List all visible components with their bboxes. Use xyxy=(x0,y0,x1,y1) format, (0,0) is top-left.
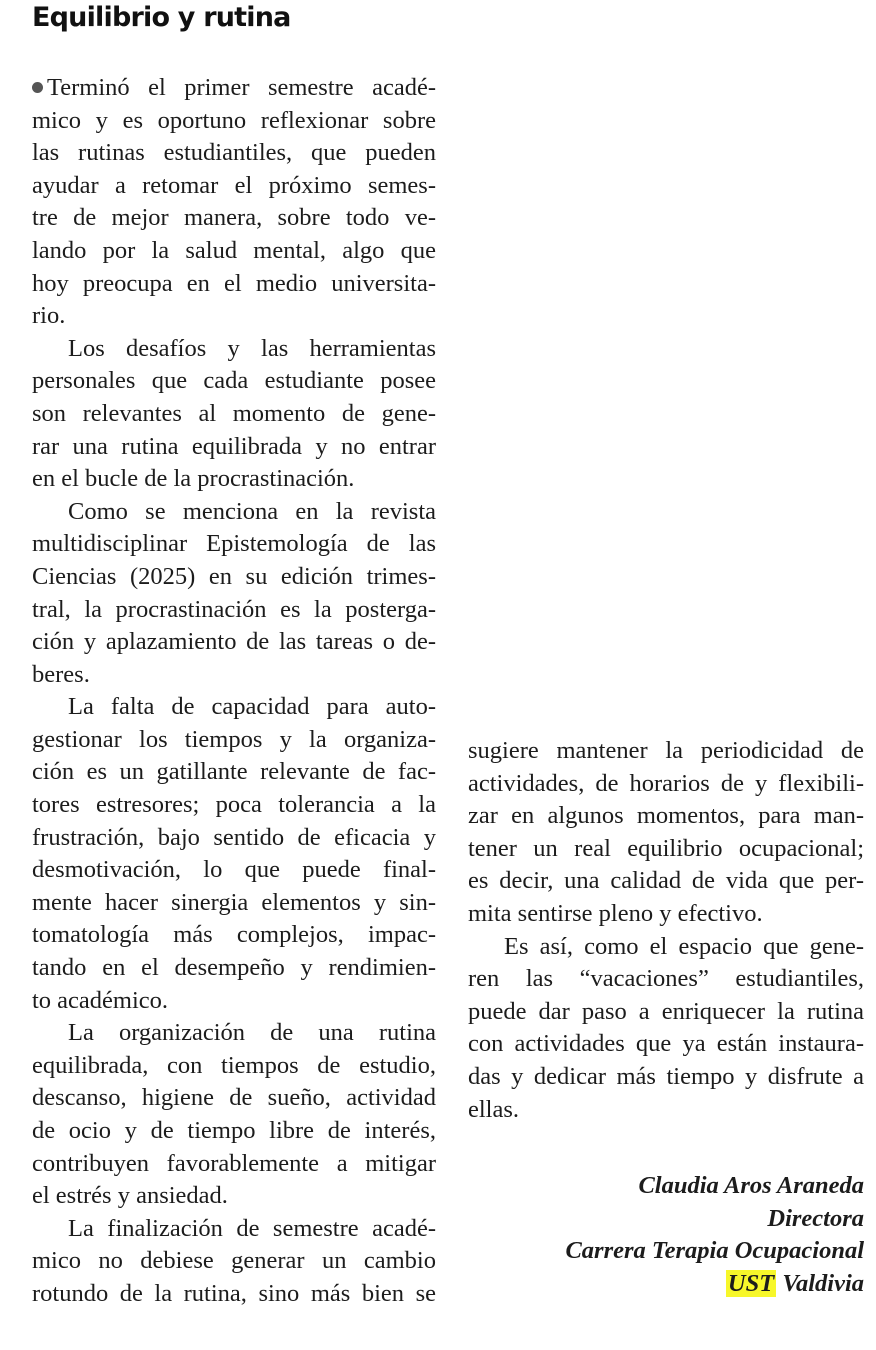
author-name: Claudia Aros Araneda xyxy=(638,1172,864,1199)
line-text: actividades, de horarios de y flexibili- xyxy=(468,769,864,797)
paragraph-line xyxy=(32,170,436,203)
line-text: tral, la procrastinación es la posterga- xyxy=(32,595,436,623)
line-text: La finalización de semestre acadé- xyxy=(68,1214,436,1242)
paragraph-line xyxy=(468,768,864,801)
line-text: Ciencias (2025) en su edición trimes- xyxy=(32,562,436,590)
article-paragraph xyxy=(468,735,864,931)
paragraph-line xyxy=(32,398,436,431)
line-text: Como se menciona en la revista xyxy=(68,497,436,525)
line-text: mico y es oportuno reflexionar sobre xyxy=(32,106,436,134)
paragraph-line xyxy=(32,431,436,464)
line-text: to académico. xyxy=(32,986,169,1014)
paragraph-line xyxy=(32,659,436,692)
article-paragraph xyxy=(32,72,436,333)
paragraph-line xyxy=(32,300,436,333)
line-text: ción es un gatillante relevante de fac- xyxy=(32,758,436,786)
bullet-icon xyxy=(32,82,43,93)
line-text: beres. xyxy=(32,660,90,688)
paragraph-line xyxy=(32,496,436,529)
paragraph-line xyxy=(32,952,436,985)
paragraph-line xyxy=(32,594,436,627)
paragraph-line xyxy=(32,528,436,561)
line-text: ción y aplazamiento de las tareas o de- xyxy=(32,628,436,656)
line-text: tomatología más complejos, impac- xyxy=(32,921,436,949)
line-text: Terminó el primer semestre acadé- xyxy=(47,74,436,101)
article-paragraph xyxy=(32,1213,436,1311)
paragraph-line xyxy=(32,365,436,398)
author-program: Carrera Terapia Ocupacional xyxy=(565,1237,864,1265)
line-text: rotundo de la rutina, sino más bien se xyxy=(32,1279,436,1307)
line-text: mita sentirse pleno y efectivo. xyxy=(468,899,763,927)
line-text: de ocio y de tiempo libre de interés, xyxy=(32,1117,436,1144)
paragraph-line xyxy=(32,1115,436,1148)
article-left-column xyxy=(32,72,436,1311)
paragraph-line xyxy=(32,724,436,757)
line-text: descanso, higiene de sueño, actividad xyxy=(32,1084,436,1112)
paragraph-line xyxy=(468,963,864,996)
author-role: Directora xyxy=(767,1204,864,1232)
paragraph-line xyxy=(468,833,864,866)
line-text: Es así, como el espacio que gene- xyxy=(504,932,864,960)
line-text: tener un real equilibrio ocupacional; xyxy=(468,834,864,862)
paragraph-line xyxy=(32,691,436,724)
article-title: Equilibrio y rutina xyxy=(32,2,291,33)
article-paragraph xyxy=(32,333,436,496)
line-text: ren las “vacaciones” estudiantiles, xyxy=(468,965,864,993)
line-text: Los desafíos y las herramientas xyxy=(68,334,436,362)
paragraph-line xyxy=(32,756,436,789)
line-text: en el bucle de la procrastinación. xyxy=(32,465,355,493)
paragraph-line xyxy=(468,1028,864,1061)
line-text: multidisciplinar Epistemología de las xyxy=(32,530,436,558)
line-text: ellas. xyxy=(468,1095,520,1123)
line-text: zar en algunos momentos, para man- xyxy=(468,802,864,830)
institution-city: Valdivia xyxy=(782,1269,864,1297)
line-text: equilibrada, con tiempos de estudio, xyxy=(32,1051,436,1079)
paragraph-line xyxy=(32,1213,436,1246)
paragraph-line xyxy=(32,626,436,659)
paragraph-line xyxy=(32,333,436,366)
line-text: hoy preocupa en el medio universita- xyxy=(32,269,436,297)
line-text: personales que cada estudiante posee xyxy=(32,367,436,395)
line-text: sugiere mantener la periodicidad de xyxy=(468,737,864,764)
author-signature xyxy=(565,1170,864,1300)
line-text: rio. xyxy=(32,302,66,330)
line-text: tando en el desempeño y rendimien- xyxy=(32,954,436,982)
paragraph-line xyxy=(32,1278,436,1311)
paragraph-line xyxy=(32,1050,436,1083)
line-text: das y dedicar más tiempo y disfrute a xyxy=(468,1062,864,1090)
paragraph-line xyxy=(468,865,864,898)
paragraph-line xyxy=(32,137,436,170)
paragraph-line xyxy=(32,1180,436,1213)
paragraph-line xyxy=(32,822,436,855)
line-text: tre de mejor manera, sobre todo ve- xyxy=(32,204,436,232)
line-text: el estrés y ansiedad. xyxy=(32,1182,228,1210)
article-right-column xyxy=(468,735,864,1126)
line-text: desmotivación, lo que puede final- xyxy=(32,856,436,884)
paragraph-line xyxy=(32,1082,436,1115)
line-text: lando por la salud mental, algo que xyxy=(32,236,436,264)
line-text: son relevantes al momento de gene- xyxy=(32,399,436,427)
paragraph-line xyxy=(32,919,436,952)
line-text: La organización de una rutina xyxy=(68,1019,436,1047)
article-paragraph xyxy=(32,1017,436,1213)
paragraph-line xyxy=(32,561,436,594)
line-text: mico no debiese generar un cambio xyxy=(32,1247,436,1275)
paragraph-line xyxy=(32,887,436,920)
line-text: las rutinas estudiantiles, que pueden xyxy=(32,139,436,167)
paragraph-line xyxy=(468,931,864,964)
paragraph-line xyxy=(468,1061,864,1094)
paragraph-line xyxy=(32,789,436,822)
line-text: ayudar a retomar el próximo semes- xyxy=(32,171,436,199)
article-paragraph xyxy=(32,691,436,1017)
line-text: mente hacer sinergia elementos y sin- xyxy=(32,888,436,916)
line-text: tores estresores; poca tolerancia a la xyxy=(32,791,436,819)
paragraph-line xyxy=(468,898,864,931)
author-institution xyxy=(565,1268,864,1301)
paragraph-line xyxy=(32,72,436,105)
line-text: gestionar los tiempos y la organiza- xyxy=(32,725,436,753)
paragraph-line xyxy=(32,854,436,887)
paragraph-line xyxy=(32,985,436,1018)
paragraph-line xyxy=(468,1094,864,1127)
paragraph-line xyxy=(32,463,436,496)
institution-highlight: UST xyxy=(727,1269,775,1297)
paragraph-line xyxy=(32,235,436,268)
paragraph-line xyxy=(32,1148,436,1181)
line-text: contribuyen favorablemente a mitigar xyxy=(32,1149,436,1177)
line-text: rar una rutina equilibrada y no entrar xyxy=(32,432,436,460)
paragraph-line xyxy=(32,105,436,138)
line-text: es decir, una calidad de vida que per- xyxy=(468,867,864,895)
article-paragraph xyxy=(32,496,436,692)
paragraph-line xyxy=(32,202,436,235)
paragraph-line xyxy=(468,735,864,768)
line-text: con actividades que ya están instaura- xyxy=(468,1030,864,1058)
line-text: La falta de capacidad para auto- xyxy=(68,693,436,721)
article-paragraph xyxy=(468,931,864,1127)
paragraph-line xyxy=(32,268,436,301)
paragraph-line xyxy=(468,800,864,833)
line-text: puede dar paso a enriquecer la rutina xyxy=(468,997,864,1025)
line-text: frustración, bajo sentido de eficacia y xyxy=(32,823,436,851)
paragraph-line xyxy=(32,1017,436,1050)
paragraph-line xyxy=(32,1245,436,1278)
paragraph-line xyxy=(468,996,864,1029)
